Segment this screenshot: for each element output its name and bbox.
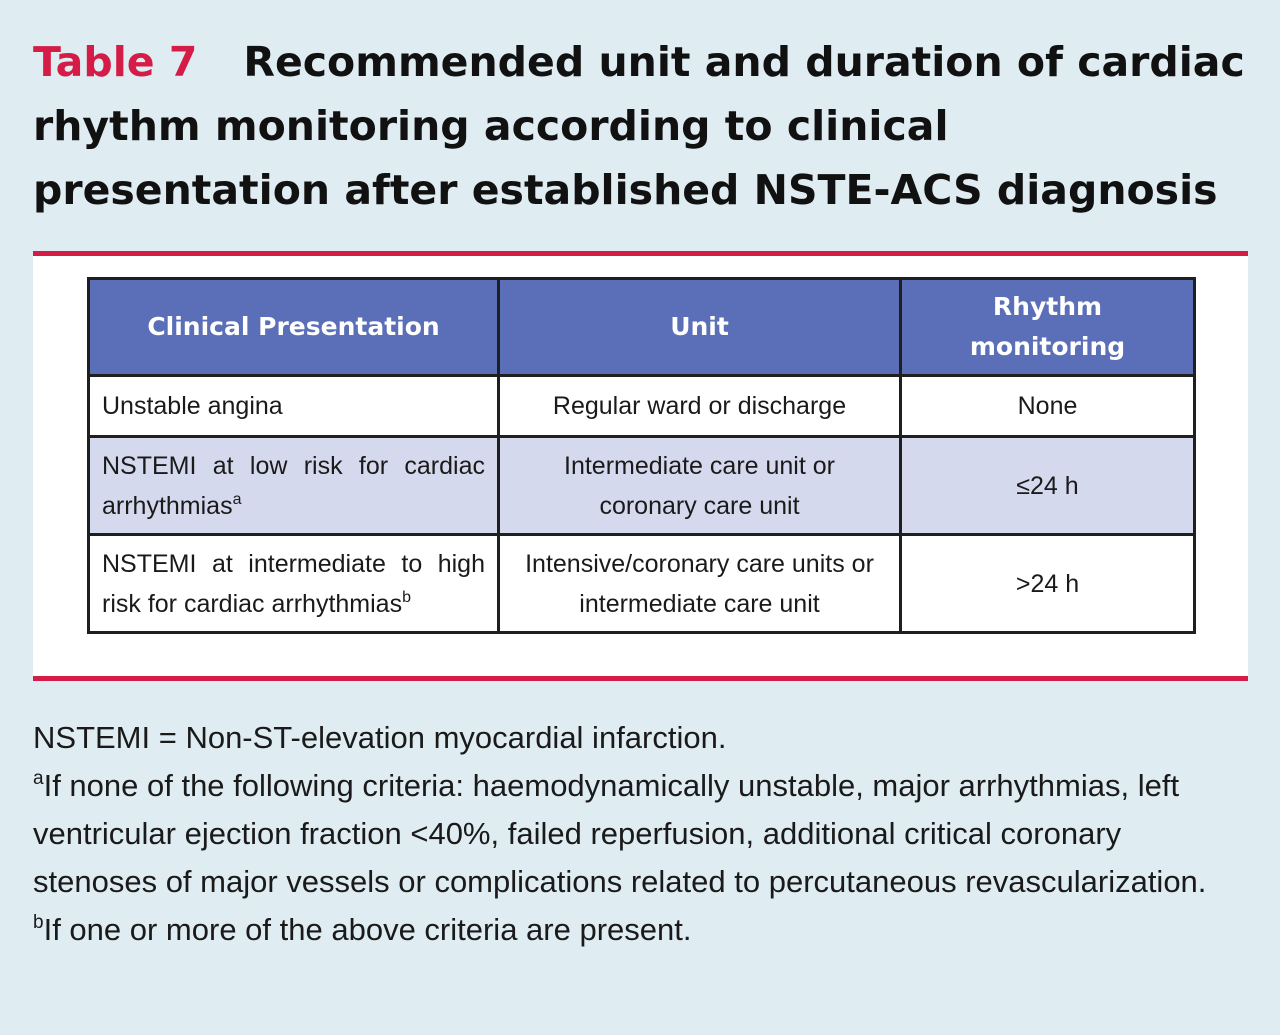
cell-presentation bbox=[89, 376, 499, 437]
table-row bbox=[89, 437, 1195, 535]
presentation-text: NSTEMI at intermediate to high risk for cardiac arrhythmias bbox=[102, 549, 485, 618]
header-unit: Unit bbox=[499, 279, 901, 376]
table-number: Table 7 bbox=[33, 38, 198, 86]
cell-unit bbox=[499, 535, 901, 633]
footnote-marker-b: b bbox=[402, 588, 411, 606]
unit-text: Intensive/coronary care units or intermediate care unit bbox=[525, 549, 874, 618]
table-footnotes bbox=[33, 714, 1248, 954]
cell-presentation bbox=[89, 535, 499, 633]
cell-unit bbox=[499, 437, 901, 535]
table-row bbox=[89, 376, 1195, 437]
footnote-b-marker: b bbox=[33, 912, 44, 933]
presentation-text: NSTEMI at low risk for cardiac arrhythmias bbox=[102, 451, 485, 520]
table-row bbox=[89, 535, 1195, 633]
footnote-a-marker: a bbox=[33, 768, 44, 789]
table-caption: Recommended unit and duration of cardiac rhythm monitoring according to clinical presentation after established NSTE-ACS diagnosis bbox=[33, 38, 1245, 214]
abbreviation-note: NSTEMI = Non-ST-elevation myocardial infarction. bbox=[33, 720, 727, 755]
header-row bbox=[89, 279, 1195, 376]
footnote-marker-a: a bbox=[232, 490, 242, 508]
cell-monitoring: >24 h bbox=[901, 535, 1195, 633]
presentation-text: Unstable angina bbox=[102, 391, 283, 420]
header-rhythm-monitoring: Rhythm monitoring bbox=[901, 279, 1195, 376]
cell-monitoring: ≤24 h bbox=[901, 437, 1195, 535]
footnote-a-text: If none of the following criteria: haemodynamically unstable, major arrhythmias, left ventricular ejection fraction <40%, failed reperfusion, additional critical coronary stenoses of major vessels or complications related to percutaneous revascularization. bbox=[33, 768, 1207, 899]
cell-monitoring: None bbox=[901, 376, 1195, 437]
table-title bbox=[33, 30, 1248, 222]
footnote-b bbox=[33, 906, 1248, 954]
cell-unit: Regular ward or discharge bbox=[499, 376, 901, 437]
monitoring-table bbox=[87, 277, 1196, 634]
footnote-a bbox=[33, 762, 1248, 906]
cell-presentation bbox=[89, 437, 499, 535]
footnote-b-text: If one or more of the above criteria are present. bbox=[43, 912, 692, 947]
header-clinical-presentation: Clinical Presentation bbox=[89, 279, 499, 376]
unit-text: Intermediate care unit or coronary care unit bbox=[564, 451, 835, 520]
bottom-divider bbox=[33, 676, 1248, 681]
